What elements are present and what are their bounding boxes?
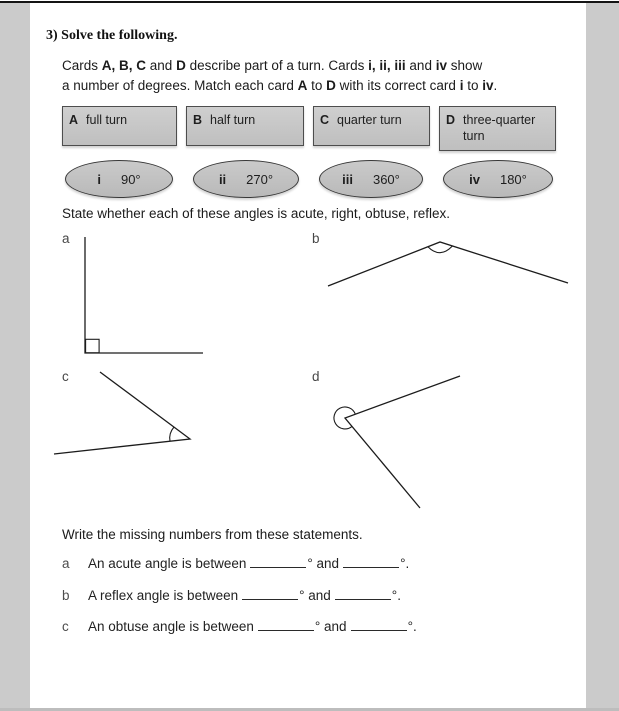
statement-text: A reflex angle is between <box>88 588 239 603</box>
statement-letter: a <box>62 556 70 571</box>
statement-end: °. <box>391 588 401 603</box>
page-right-margin <box>586 3 619 711</box>
card-label: three-quarter turn <box>463 113 536 144</box>
angle-label-a: a <box>62 231 70 246</box>
card-180-degrees <box>443 160 553 198</box>
answer-blank <box>343 556 399 568</box>
reflex-angle-diagram <box>315 368 480 518</box>
statement-mid: ° and <box>314 619 347 634</box>
statement-reflex <box>62 588 401 603</box>
card-degrees: 270° <box>246 171 274 187</box>
angles-prompt: State whether each of these angles is acute, right, obtuse, reflex. <box>62 206 450 221</box>
card-degrees: 180° <box>499 171 527 187</box>
card-three-quarter-turn <box>439 106 556 151</box>
statements-prompt: Write the missing numbers from these statements. <box>62 527 363 542</box>
card-numeral: iv <box>469 171 480 187</box>
right-angle-diagram <box>70 233 215 361</box>
answer-blank <box>242 588 298 600</box>
card-numeral: iii <box>342 171 353 187</box>
card-numeral: ii <box>218 171 227 187</box>
card-letter: B <box>193 113 203 127</box>
question-heading: 3) Solve the following. <box>46 28 178 43</box>
card-letter: D <box>446 113 456 127</box>
answer-blank <box>250 556 306 568</box>
answer-blank <box>351 619 407 631</box>
card-degrees: 90° <box>120 171 141 187</box>
statement-letter: c <box>62 619 69 634</box>
statement-acute <box>62 556 409 571</box>
statement-text: An obtuse angle is between <box>88 619 254 634</box>
statement-obtuse <box>62 619 417 634</box>
card-90-degrees <box>65 160 173 198</box>
card-letter: C <box>320 113 330 127</box>
intro-line-1: Cards A, B, C and D describe part of a turn. Cards i, ii, iii and iv show <box>62 58 483 73</box>
card-full-turn <box>62 106 177 146</box>
acute-angle-diagram <box>52 366 202 464</box>
intro-text <box>62 56 497 96</box>
card-360-degrees <box>319 160 423 198</box>
page-top-rule <box>0 1 619 3</box>
angle-label-d: d <box>312 369 320 384</box>
card-label: half turn <box>210 113 256 127</box>
card-numeral: i <box>97 171 101 187</box>
intro-line-2: a number of degrees. Match each card A to D with its correct card i to iv. <box>62 78 498 93</box>
statement-text: An acute angle is between <box>88 556 247 571</box>
answer-blank <box>335 588 391 600</box>
card-quarter-turn <box>313 106 430 146</box>
degree-cards-row <box>65 160 553 198</box>
turn-cards-row <box>62 106 556 151</box>
card-half-turn <box>186 106 304 146</box>
card-letter: A <box>69 113 79 127</box>
statement-mid: ° and <box>299 588 331 603</box>
statement-end: °. <box>400 556 410 571</box>
obtuse-angle-diagram <box>318 236 574 294</box>
card-label: full turn <box>86 113 128 127</box>
angle-label-b: b <box>312 231 320 246</box>
page-left-margin <box>0 3 30 711</box>
statement-end: °. <box>407 619 417 634</box>
statement-letter: b <box>62 588 70 603</box>
angle-label-c: c <box>62 369 69 384</box>
statement-mid: ° and <box>307 556 340 571</box>
card-270-degrees <box>193 160 299 198</box>
card-degrees: 360° <box>372 171 400 187</box>
card-label: quarter turn <box>337 113 402 127</box>
answer-blank <box>258 619 314 631</box>
